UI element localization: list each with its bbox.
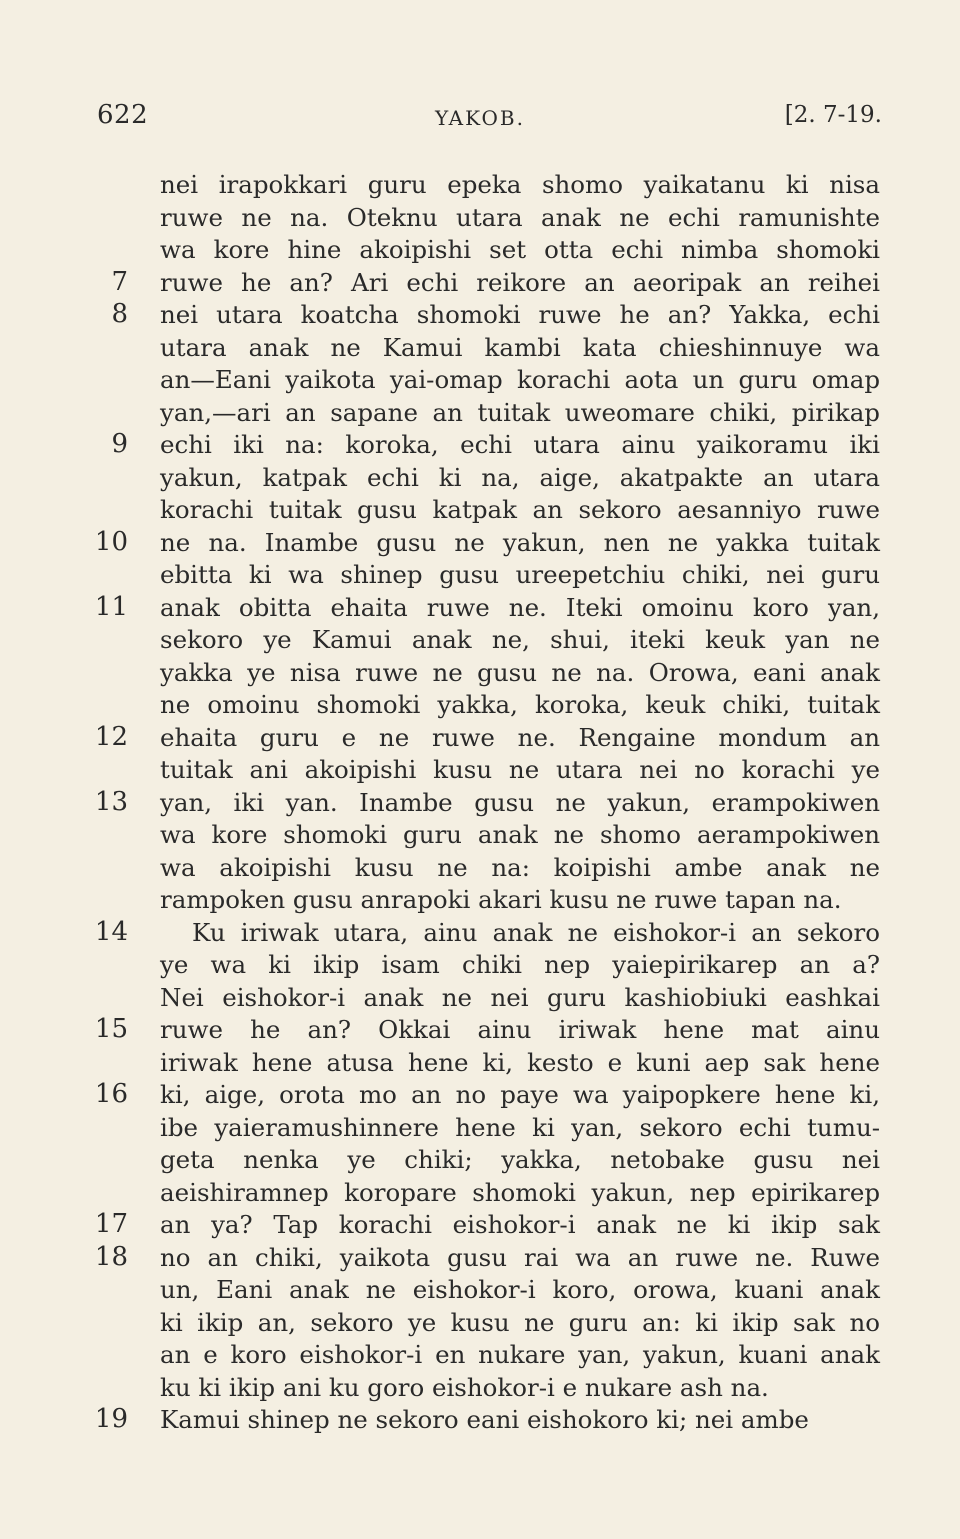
line-text: an—Eani yaikota yai-omap korachi aota un guru omap bbox=[160, 365, 880, 394]
text-line bbox=[0, 428, 960, 461]
line-text: sekoro ye Kamui anak ne, shui, iteki keuk yan ne bbox=[160, 625, 880, 654]
line-text: geta nenka ye chiki; yakka, netobake gusu nei bbox=[160, 1145, 880, 1174]
text-line bbox=[0, 753, 960, 786]
text-line bbox=[0, 493, 960, 526]
text-line bbox=[0, 331, 960, 364]
page-number: 622 bbox=[97, 100, 149, 130]
text-line bbox=[0, 168, 960, 201]
line-text: anak obitta ehaita ruwe ne. Iteki omoinu koro yan, bbox=[160, 592, 880, 622]
line-text: ebitta ki wa shinep gusu ureepetchiu chiki, nei guru bbox=[160, 560, 880, 589]
text-line bbox=[0, 1273, 960, 1306]
verse-number: 9 bbox=[111, 429, 128, 459]
text-line bbox=[0, 656, 960, 689]
text-line bbox=[0, 266, 960, 299]
text-line bbox=[0, 1403, 960, 1436]
verse-number: 8 bbox=[111, 299, 128, 329]
line-text: no an chiki, yaikota gusu rai wa an ruwe ne. Ruwe bbox=[160, 1242, 880, 1272]
line-text: wa akoipishi kusu ne na: koipishi ambe anak ne bbox=[160, 852, 880, 882]
text-line bbox=[0, 591, 960, 624]
line-text: aeishiramnep koropare shomoki yakun, nep epirikarep bbox=[160, 1177, 880, 1207]
text-line bbox=[0, 1306, 960, 1339]
verse-number: 17 bbox=[94, 1209, 128, 1239]
text-line bbox=[0, 1078, 960, 1111]
line-text: iriwak hene atusa hene ki, kesto e kuni aep sak hene bbox=[160, 1047, 880, 1077]
verse-number: 11 bbox=[94, 591, 128, 622]
verse-number: 10 bbox=[94, 526, 128, 557]
line-text: Nei eishokor-i anak ne nei guru kashiobiuki eashkai bbox=[160, 982, 880, 1012]
text-line bbox=[0, 526, 960, 559]
text-line bbox=[0, 1176, 960, 1209]
text-line bbox=[0, 818, 960, 851]
line-text: utara anak ne Kamui kambi kata chieshinnuye wa bbox=[160, 332, 880, 362]
line-text: ku ki ikip ani ku goro eishokor-i e nukare ash na. bbox=[160, 1372, 769, 1402]
text-line bbox=[0, 1111, 960, 1144]
text-line bbox=[0, 786, 960, 819]
verse-number: 14 bbox=[94, 916, 128, 947]
line-text: wa kore hine akoipishi set otta echi nimba shomoki bbox=[160, 235, 880, 264]
line-text: ne omoinu shomoki yakka, koroka, keuk chiki, tuitak bbox=[160, 690, 880, 719]
line-text: yan,—ari an sapane an tuitak uweomare chiki, pirikap bbox=[160, 397, 880, 427]
line-text: rampoken gusu anrapoki akari kusu ne ruwe tapan na. bbox=[160, 885, 842, 914]
text-line bbox=[0, 1208, 960, 1241]
text-line bbox=[0, 558, 960, 591]
text-line bbox=[0, 688, 960, 721]
text-line bbox=[0, 201, 960, 234]
verse-number: 18 bbox=[94, 1241, 128, 1272]
text-line bbox=[0, 1371, 960, 1404]
line-text: ye wa ki ikip isam chiki nep yaiepirikarep an a? bbox=[160, 950, 880, 979]
text-line bbox=[0, 883, 960, 916]
verse-number: 7 bbox=[111, 266, 128, 297]
chapter-reference: [2. 7-19. bbox=[784, 102, 882, 128]
text-line bbox=[0, 1013, 960, 1046]
line-text: tuitak ani akoipishi kusu ne utara nei no korachi ye bbox=[160, 755, 880, 784]
line-text: ne na. Inambe gusu ne yakun, nen ne yakka tuitak bbox=[160, 527, 880, 557]
text-line bbox=[0, 623, 960, 656]
line-text: ruwe he an? Ari echi reikore an aeoripak an reihei bbox=[160, 267, 880, 297]
line-text: ehaita guru e ne ruwe ne. Rengaine mondum an bbox=[160, 722, 880, 752]
line-text: ruwe ne na. Oteknu utara anak ne echi ramunishte bbox=[160, 202, 880, 232]
line-text: ruwe he an? Okkai ainu iriwak hene mat ainu bbox=[160, 1015, 880, 1044]
line-text: Ku iriwak utara, ainu anak ne eishokor-i an sekoro bbox=[192, 917, 880, 947]
text-line bbox=[0, 1338, 960, 1371]
line-text: yakka ye nisa ruwe ne gusu ne na. Orowa, eani anak bbox=[160, 657, 880, 687]
verse-number: 16 bbox=[94, 1079, 128, 1109]
text-line bbox=[0, 1046, 960, 1079]
line-text: wa kore shomoki guru anak ne shomo aerampokiwen bbox=[160, 820, 880, 849]
line-text: echi iki na: koroka, echi utara ainu yaikoramu iki bbox=[160, 430, 880, 459]
text-line bbox=[0, 721, 960, 754]
line-text: un, Eani anak ne eishokor-i koro, orowa, kuani anak bbox=[160, 1275, 880, 1304]
text-line bbox=[0, 396, 960, 429]
line-text: ki ikip an, sekoro ye kusu ne guru an: ki ikip sak no bbox=[160, 1307, 880, 1337]
line-text: yakun, katpak echi ki na, aige, akatpakte an utara bbox=[160, 462, 880, 492]
line-text: an e koro eishokor-i en nukare yan, yakun, kuani anak bbox=[160, 1340, 880, 1369]
text-line bbox=[0, 1143, 960, 1176]
text-line bbox=[0, 298, 960, 331]
line-text: nei irapokkari guru epeka shomo yaikatanu ki nisa bbox=[160, 170, 880, 199]
line-text: an ya? Tap korachi eishokor-i anak ne ki ikip sak bbox=[160, 1210, 880, 1239]
running-title: YAKOB. bbox=[435, 106, 525, 130]
verse-number: 12 bbox=[94, 721, 128, 752]
line-text: ki, aige, orota mo an no paye wa yaipopkere hene ki, bbox=[160, 1080, 880, 1109]
text-line bbox=[0, 981, 960, 1014]
line-text: yan, iki yan. Inambe gusu ne yakun, erampokiwen bbox=[160, 787, 880, 817]
text-line bbox=[0, 948, 960, 981]
verse-number: 19 bbox=[94, 1404, 128, 1434]
line-text: Kamui shinep ne sekoro eani eishokoro ki; nei ambe bbox=[160, 1405, 809, 1434]
text-line bbox=[0, 363, 960, 396]
page-header bbox=[0, 100, 960, 140]
verse-number: 13 bbox=[94, 786, 128, 817]
text-line bbox=[0, 461, 960, 494]
line-text: nei utara koatcha shomoki ruwe he an? Yakka, echi bbox=[160, 300, 880, 329]
text-line bbox=[0, 916, 960, 949]
text-line bbox=[0, 233, 960, 266]
line-text: korachi tuitak gusu katpak an sekoro aesanniyo ruwe bbox=[160, 495, 880, 524]
text-line bbox=[0, 851, 960, 884]
verse-number: 15 bbox=[94, 1014, 128, 1044]
line-text: ibe yaieramushinnere hene ki yan, sekoro echi tumu- bbox=[160, 1112, 880, 1142]
text-line bbox=[0, 1241, 960, 1274]
